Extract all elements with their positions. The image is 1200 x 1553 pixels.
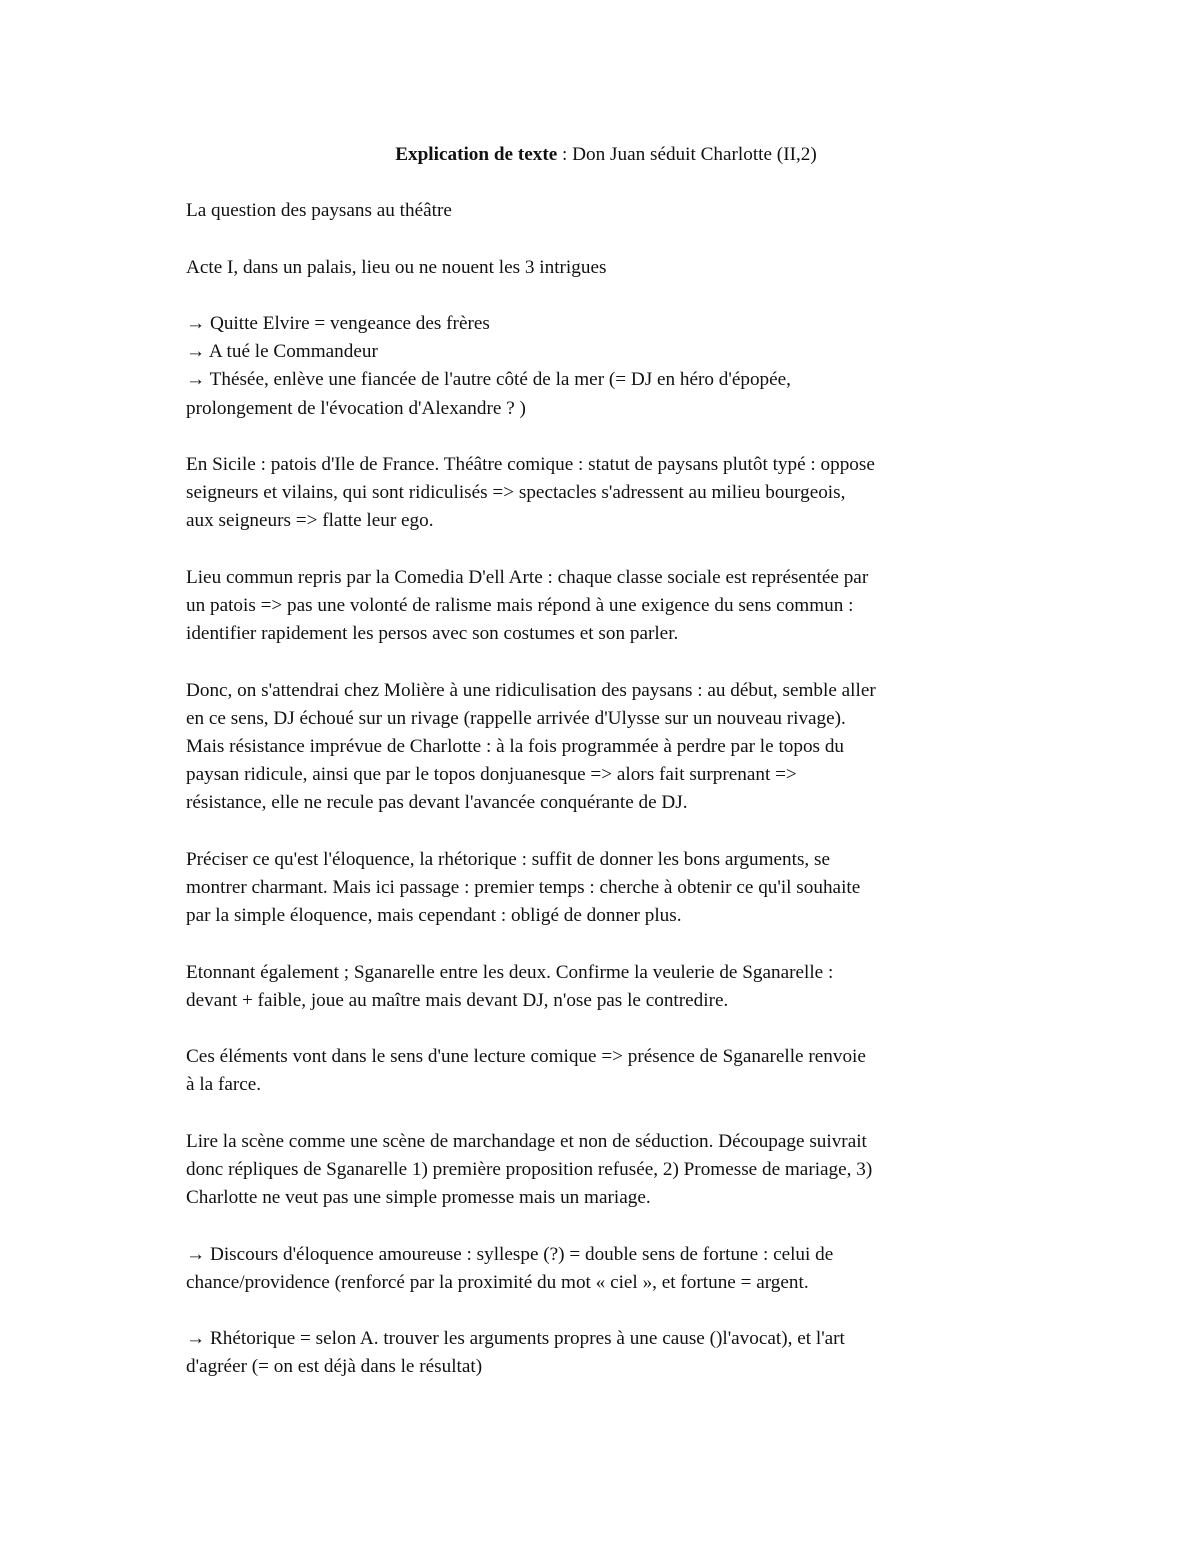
text-line: Charlotte ne veut pas une simple promesse mais un mariage. <box>186 1187 651 1209</box>
text-line: identifier rapidement les persos avec son costumes et son parler. <box>186 623 679 645</box>
text-line: Préciser ce qu'est l'éloquence, la rhétorique : suffit de donner les bons arguments, se <box>186 848 830 870</box>
text-line: → Rhétorique = selon A. trouver les arguments propres à une cause ()l'avocat), et l'art <box>186 1328 845 1350</box>
text-line: paysan ridicule, ainsi que par le topos donjuanesque => alors fait surprenant => <box>186 764 797 786</box>
text-line: un patois => pas une volonté de ralisme mais répond à une exigence du sens commun : <box>186 594 854 616</box>
text-line: à la farce. <box>186 1074 262 1096</box>
paragraph <box>186 197 1026 225</box>
paragraph <box>186 254 1026 282</box>
paragraph <box>186 1043 1026 1099</box>
text-line: devant + faible, joue au maître mais devant DJ, n'ose pas le contredire. <box>186 989 729 1011</box>
text-line: En Sicile : patois d'Ile de France. Théâtre comique : statut de paysans plutôt typé : oppose <box>186 453 875 475</box>
paragraph <box>186 846 1026 931</box>
paragraph <box>186 1241 1026 1297</box>
text-line: seigneurs et vilains, qui sont ridiculisés => spectacles s'adressent au milieu bourgeois, <box>186 482 846 504</box>
text-line: chance/providence (renforcé par la proximité du mot « ciel », et fortune = argent. <box>186 1271 809 1293</box>
paragraph <box>186 310 1026 423</box>
paragraph <box>186 959 1026 1015</box>
text-line: → Quitte Elvire = vengeance des frères <box>186 312 490 334</box>
document-body <box>186 141 1026 1410</box>
text-line: Ces éléments vont dans le sens d'une lecture comique => présence de Sganarelle renvoie <box>186 1046 866 1068</box>
text-line: Mais résistance imprévue de Charlotte : à la fois programmée à perdre par le topos du <box>186 735 845 757</box>
text-line: d'agréer (= on est déjà dans le résultat) <box>186 1356 483 1378</box>
text-line: La question des paysans au théâtre <box>186 200 452 222</box>
paragraph <box>186 1325 1026 1381</box>
text-line: aux seigneurs => flatte leur ego. <box>186 510 434 532</box>
text-line: Donc, on s'attendrai chez Molière à une ridiculisation des paysans : au début, semble aller <box>186 679 876 701</box>
text-line: donc répliques de Sganarelle 1) première proposition refusée, 2) Promesse de mariage, 3) <box>186 1158 873 1180</box>
text-line: Lire la scène comme une scène de marchandage et non de séduction. Découpage suivrait <box>186 1130 867 1152</box>
text-line: montrer charmant. Mais ici passage : premier temps : cherche à obtenir ce qu'il souhaite <box>186 876 861 898</box>
text-line: → Thésée, enlève une fiancée de l'autre côté de la mer (= DJ en héro d'épopée, <box>186 369 791 391</box>
text-line: prolongement de l'évocation d'Alexandre ? ) <box>186 397 526 419</box>
paragraph <box>186 451 1026 536</box>
text-line: Lieu commun repris par la Comedia D'ell Arte : chaque classe sociale est représentée par <box>186 566 869 588</box>
text-line: → A tué le Commandeur <box>186 341 378 363</box>
text-line: par la simple éloquence, mais cependant : obligé de donner plus. <box>186 905 682 927</box>
paragraph <box>186 564 1026 649</box>
paragraph <box>186 677 1026 818</box>
text-line: résistance, elle ne recule pas devant l'avancée conquérante de DJ. <box>186 792 688 814</box>
text-line: Acte I, dans un palais, lieu ou ne nouent les 3 intrigues <box>186 256 607 278</box>
text-line: → Discours d'éloquence amoureuse : syllespe (?) = double sens de fortune : celui de <box>186 1243 834 1265</box>
title-bold: Explication de texte <box>395 144 558 165</box>
text-line: en ce sens, DJ échoué sur un rivage (rappelle arrivée d'Ulysse sur un nouveau rivage). <box>186 707 846 729</box>
document-title <box>186 141 1026 169</box>
text-line: Etonnant également ; Sganarelle entre les deux. Confirme la veulerie de Sganarelle : <box>186 961 834 983</box>
paragraph <box>186 1128 1026 1213</box>
title-rest: : Don Juan séduit Charlotte (II,2) <box>557 144 817 165</box>
